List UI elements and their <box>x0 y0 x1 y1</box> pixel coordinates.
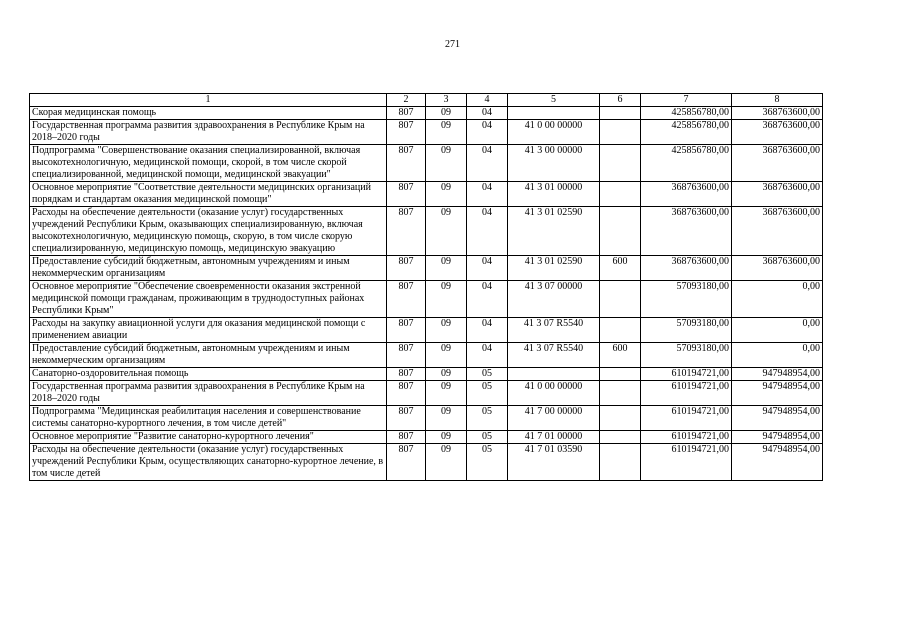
budget-table-body <box>30 94 823 481</box>
row-col-3-cell: 09 <box>426 107 467 120</box>
row-col-2-cell: 807 <box>387 281 426 318</box>
row-col-2-cell: 807 <box>387 120 426 145</box>
row-col-2-cell: 807 <box>387 444 426 481</box>
row-amount-2020-cell: 0,00 <box>732 281 823 318</box>
row-col-5-cell: 41 3 01 00000 <box>508 182 600 207</box>
table-row <box>30 444 823 481</box>
row-amount-2020-cell: 947948954,00 <box>732 406 823 431</box>
table-row <box>30 182 823 207</box>
row-col-2-cell: 807 <box>387 406 426 431</box>
row-col-5-cell: 41 0 00 00000 <box>508 381 600 406</box>
row-amount-2019-cell: 610194721,00 <box>641 381 732 406</box>
table-header-row <box>30 94 823 107</box>
row-col-5-cell: 41 7 01 03590 <box>508 444 600 481</box>
row-col-4-cell: 05 <box>467 406 508 431</box>
row-col-3-cell: 09 <box>426 256 467 281</box>
table-row <box>30 256 823 281</box>
row-col-6-cell <box>600 381 641 406</box>
row-name-cell: Подпрограмма "Совершенствование оказания специализированной, включая высокотехнологичную, медицинской помощи, скорой, в том числе скорой специализированной, медицинской помощи, медицинской эвакуации" <box>30 145 387 182</box>
row-col-3-cell: 09 <box>426 444 467 481</box>
header-col-6: 6 <box>600 94 641 107</box>
row-col-4-cell: 05 <box>467 368 508 381</box>
table-row <box>30 120 823 145</box>
row-col-3-cell: 09 <box>426 182 467 207</box>
row-amount-2020-cell: 368763600,00 <box>732 120 823 145</box>
row-name-cell: Государственная программа развития здравоохранения в Республике Крым на 2018–2020 годы <box>30 120 387 145</box>
row-name-cell: Санаторно-оздоровительная помощь <box>30 368 387 381</box>
row-col-6-cell <box>600 368 641 381</box>
row-amount-2019-cell: 610194721,00 <box>641 368 732 381</box>
row-name-cell: Государственная программа развития здравоохранения в Республике Крым на 2018–2020 годы <box>30 381 387 406</box>
row-col-2-cell: 807 <box>387 343 426 368</box>
header-col-7: 7 <box>641 94 732 107</box>
row-col-2-cell: 807 <box>387 318 426 343</box>
row-col-4-cell: 05 <box>467 381 508 406</box>
row-col-5-cell: 41 3 07 00000 <box>508 281 600 318</box>
row-col-5-cell: 41 3 07 R5540 <box>508 318 600 343</box>
row-amount-2019-cell: 610194721,00 <box>641 444 732 481</box>
row-col-6-cell <box>600 318 641 343</box>
table-row <box>30 207 823 256</box>
table-row <box>30 368 823 381</box>
header-col-5: 5 <box>508 94 600 107</box>
row-col-5-cell: 41 7 00 00000 <box>508 406 600 431</box>
row-col-3-cell: 09 <box>426 406 467 431</box>
row-amount-2019-cell: 57093180,00 <box>641 343 732 368</box>
table-row <box>30 281 823 318</box>
table-row <box>30 318 823 343</box>
row-amount-2019-cell: 368763600,00 <box>641 207 732 256</box>
row-amount-2019-cell: 368763600,00 <box>641 182 732 207</box>
row-col-4-cell: 04 <box>467 207 508 256</box>
row-col-4-cell: 04 <box>467 107 508 120</box>
header-col-1: 1 <box>30 94 387 107</box>
row-col-5-cell: 41 0 00 00000 <box>508 120 600 145</box>
row-amount-2020-cell: 0,00 <box>732 343 823 368</box>
row-col-5-cell: 41 3 00 00000 <box>508 145 600 182</box>
row-col-5-cell <box>508 368 600 381</box>
row-col-6-cell <box>600 406 641 431</box>
row-col-2-cell: 807 <box>387 107 426 120</box>
row-name-cell: Предоставление субсидий бюджетным, автономным учреждениям и иным некоммерческим организациям <box>30 256 387 281</box>
row-col-6-cell: 600 <box>600 256 641 281</box>
row-col-4-cell: 04 <box>467 318 508 343</box>
table-row <box>30 107 823 120</box>
row-name-cell: Основное мероприятие "Развитие санаторно-курортного лечения" <box>30 431 387 444</box>
row-amount-2019-cell: 425856780,00 <box>641 120 732 145</box>
row-amount-2020-cell: 368763600,00 <box>732 256 823 281</box>
row-col-5-cell <box>508 107 600 120</box>
row-amount-2020-cell: 368763600,00 <box>732 207 823 256</box>
row-col-3-cell: 09 <box>426 281 467 318</box>
header-col-3: 3 <box>426 94 467 107</box>
row-amount-2020-cell: 947948954,00 <box>732 368 823 381</box>
row-col-3-cell: 09 <box>426 318 467 343</box>
row-col-2-cell: 807 <box>387 207 426 256</box>
row-name-cell: Расходы на обеспечение деятельности (оказание услуг) государственных учреждений Республики Крым, оказывающих специализированную, включая высокотехнологичную, медицинскую помощь, скорую, в том числе скорую специализированную, медицинскую помощь, медицинскую эвакуацию <box>30 207 387 256</box>
row-amount-2020-cell: 947948954,00 <box>732 431 823 444</box>
row-amount-2020-cell: 368763600,00 <box>732 107 823 120</box>
row-col-3-cell: 09 <box>426 431 467 444</box>
row-amount-2020-cell: 368763600,00 <box>732 182 823 207</box>
row-col-3-cell: 09 <box>426 381 467 406</box>
row-col-3-cell: 09 <box>426 145 467 182</box>
row-col-4-cell: 04 <box>467 343 508 368</box>
table-row <box>30 343 823 368</box>
row-name-cell: Подпрограмма "Медицинская реабилитация населения и совершенствование системы санаторно-курортного лечения, в том числе детей" <box>30 406 387 431</box>
table-row <box>30 431 823 444</box>
row-col-4-cell: 04 <box>467 145 508 182</box>
row-col-4-cell: 04 <box>467 256 508 281</box>
row-col-6-cell <box>600 207 641 256</box>
table-row <box>30 406 823 431</box>
row-col-5-cell: 41 3 01 02590 <box>508 256 600 281</box>
row-name-cell: Скорая медицинская помощь <box>30 107 387 120</box>
row-amount-2019-cell: 425856780,00 <box>641 145 732 182</box>
row-col-5-cell: 41 3 01 02590 <box>508 207 600 256</box>
row-name-cell: Расходы на обеспечение деятельности (оказание услуг) государственных учреждений Республики Крым, осуществляющих санаторно-курортное лечение, в том числе детей <box>30 444 387 481</box>
row-amount-2019-cell: 610194721,00 <box>641 406 732 431</box>
row-col-2-cell: 807 <box>387 182 426 207</box>
table-row <box>30 381 823 406</box>
row-amount-2020-cell: 368763600,00 <box>732 145 823 182</box>
row-col-5-cell: 41 7 01 00000 <box>508 431 600 444</box>
row-col-2-cell: 807 <box>387 431 426 444</box>
row-amount-2019-cell: 57093180,00 <box>641 281 732 318</box>
header-col-2: 2 <box>387 94 426 107</box>
row-col-2-cell: 807 <box>387 381 426 406</box>
row-amount-2020-cell: 947948954,00 <box>732 444 823 481</box>
row-col-4-cell: 05 <box>467 431 508 444</box>
row-amount-2019-cell: 57093180,00 <box>641 318 732 343</box>
row-col-6-cell <box>600 281 641 318</box>
row-col-5-cell: 41 3 07 R5540 <box>508 343 600 368</box>
row-col-3-cell: 09 <box>426 343 467 368</box>
row-col-2-cell: 807 <box>387 256 426 281</box>
row-col-6-cell: 600 <box>600 343 641 368</box>
row-amount-2020-cell: 947948954,00 <box>732 381 823 406</box>
row-col-6-cell <box>600 182 641 207</box>
row-col-4-cell: 04 <box>467 182 508 207</box>
row-col-2-cell: 807 <box>387 368 426 381</box>
row-name-cell: Расходы на закупку авиационной услуги для оказания медицинской помощи с применением авиации <box>30 318 387 343</box>
row-name-cell: Основное мероприятие "Соответствие деятельности медицинских организаций порядкам и стандартам оказания медицинской помощи" <box>30 182 387 207</box>
row-amount-2019-cell: 425856780,00 <box>641 107 732 120</box>
header-col-8: 8 <box>732 94 823 107</box>
row-amount-2019-cell: 368763600,00 <box>641 256 732 281</box>
row-col-3-cell: 09 <box>426 368 467 381</box>
row-col-4-cell: 04 <box>467 281 508 318</box>
row-col-6-cell <box>600 444 641 481</box>
row-col-3-cell: 09 <box>426 207 467 256</box>
row-col-2-cell: 807 <box>387 145 426 182</box>
row-name-cell: Основное мероприятие "Обеспечение своевременности оказания экстренной медицинской помощи гражданам, проживающим в труднодоступных районах Республики Крым" <box>30 281 387 318</box>
row-col-6-cell <box>600 145 641 182</box>
row-col-6-cell <box>600 107 641 120</box>
budget-table <box>29 93 823 481</box>
header-col-4: 4 <box>467 94 508 107</box>
row-col-4-cell: 05 <box>467 444 508 481</box>
page-number: 271 <box>445 39 460 50</box>
table-row <box>30 145 823 182</box>
row-col-4-cell: 04 <box>467 120 508 145</box>
row-col-6-cell <box>600 431 641 444</box>
row-amount-2020-cell: 0,00 <box>732 318 823 343</box>
row-amount-2019-cell: 610194721,00 <box>641 431 732 444</box>
row-name-cell: Предоставление субсидий бюджетным, автономным учреждениям и иным некоммерческим организациям <box>30 343 387 368</box>
row-col-3-cell: 09 <box>426 120 467 145</box>
row-col-6-cell <box>600 120 641 145</box>
